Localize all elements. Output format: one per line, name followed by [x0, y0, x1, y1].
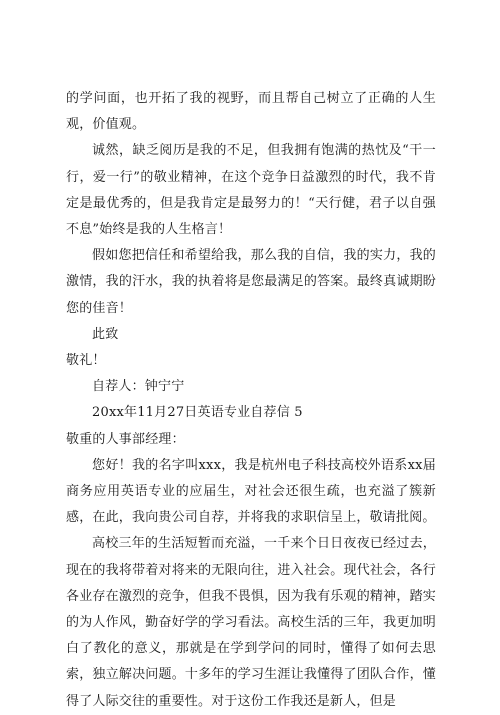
paragraph-introduction: 您好！我的名字叫xxx，我是杭州电子科技高校外语系xx届商务应用英语专业的应届生，对社会还很生疏，也充溢了簇新感，在此，我向贵公司自荐，并将我的求职信呈上，敬请批阅。	[66, 457, 436, 526]
date-and-title-line: 20xx年11月27日英语专业自荐信 5	[92, 405, 303, 421]
paragraph-closing-hope: 假如您把信任和希望给我，那么我的自信，我的实力，我的激情，我的汗水，我的执着将是您最满足的答案。最终真诚期盼您的佳音！	[66, 248, 436, 316]
salutation-jingli: 敬礼！	[66, 353, 106, 369]
letter-greeting: 敬重的人事部经理：	[66, 431, 185, 447]
signature-line: 自荐人：钟宁宁	[92, 379, 185, 395]
paragraph-college-life: 高校三年的生活短暂而充溢，一千来个日日夜夜已经过去，现在的我将带着对将来的无限向往，进入社会。现代社会，各行各业存在激烈的竞争，但我不畏惧，因为我有乐观的精神，踏实的为人作风，勤奋好学的学习看法。高校生活的三年，我更加明白了教化的意义，那就是在学到学问的同时，懂得了如何去思索，独立解决问题。十多年的学习生涯让我懂得了团队合作，懂得了人际交往的重要性。对于这份工作我还是新人，但是	[66, 536, 436, 709]
salutation-cizhi: 此致	[92, 326, 119, 342]
document-body	[66, 86, 436, 715]
paragraph-continuation: 的学问面，也开拓了我的视野，而且帮自己树立了正确的人生观，价值观。	[66, 91, 436, 133]
paragraph-self-assessment: 诚然，缺乏阅历是我的不足，但我拥有饱满的热忱及“干一行，爱一行”的敬业精神，在这个竞争日益激烈的时代，我不肯定是最优秀的，但是我肯定是最努力的！“天行健，君子以自强不息”始终是我的人生格言！	[66, 143, 436, 238]
